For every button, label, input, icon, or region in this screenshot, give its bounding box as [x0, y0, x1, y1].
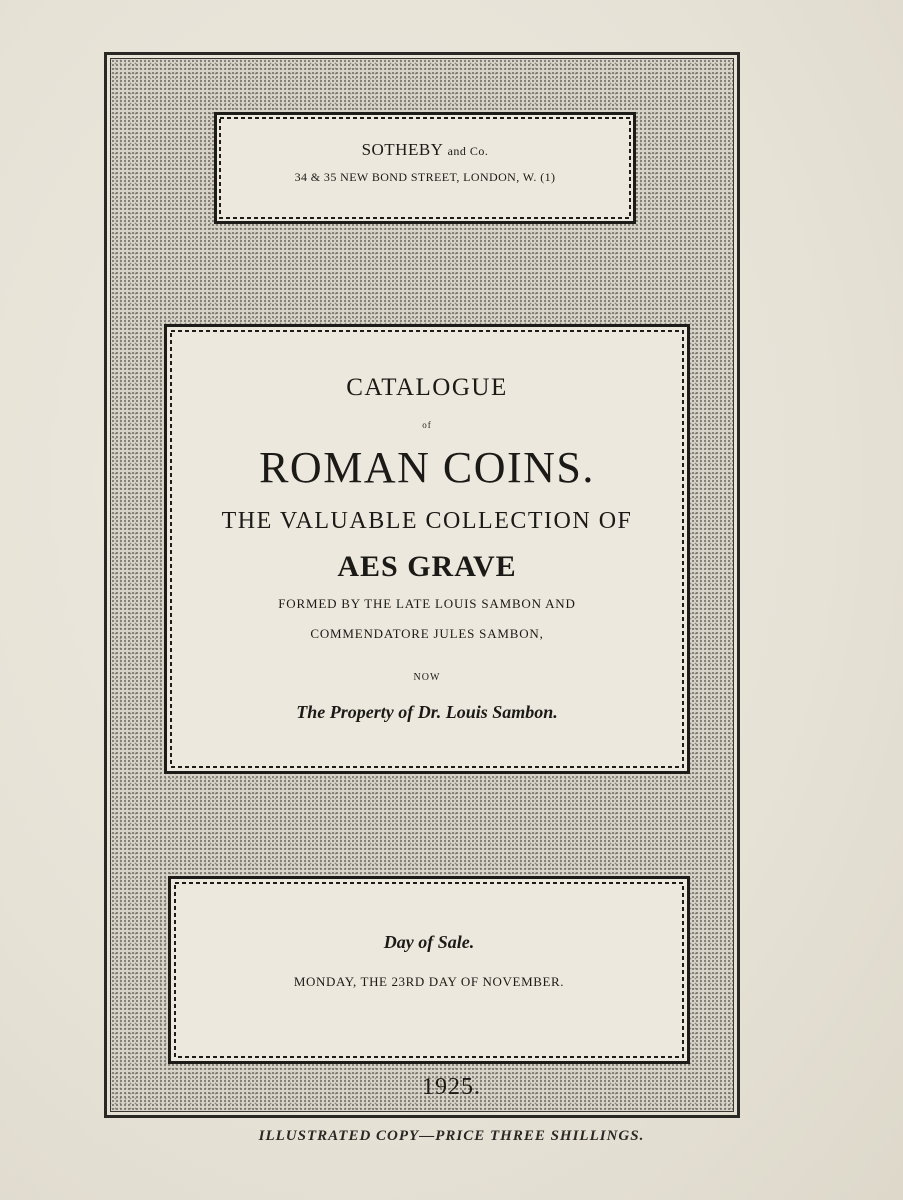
subtitle: THE VALUABLE COLLECTION OF — [221, 508, 633, 534]
title-panel — [164, 324, 690, 774]
publisher-address: 34 & 35 NEW BOND STREET, LONDON, W. (1) — [294, 170, 556, 184]
sale-panel — [168, 876, 690, 1064]
now-word: NOW — [413, 672, 441, 683]
publisher-name — [214, 140, 636, 160]
of-word: of — [422, 420, 432, 430]
wavy-border-icon — [168, 876, 690, 1064]
firm-name: SOTHEBY — [361, 140, 443, 159]
collection-name: AES GRAVE — [337, 550, 517, 583]
publisher-panel — [214, 112, 636, 224]
property-line: The Property of Dr. Louis Sambon. — [296, 702, 558, 722]
main-title: ROMAN COINS. — [259, 443, 595, 492]
day-of-sale-label: Day of Sale. — [383, 932, 475, 952]
wavy-border-icon — [214, 112, 636, 224]
formed-by-line: FORMED BY THE LATE LOUIS SAMBON AND — [278, 596, 576, 611]
sale-date: MONDAY, THE 23RD DAY OF NOVEMBER. — [293, 974, 565, 989]
firm-suffix: and Co. — [447, 144, 489, 158]
commendatore-line: COMMENDATORE JULES SAMBON, — [310, 626, 544, 641]
catalogue-heading: CATALOGUE — [346, 374, 508, 401]
year: 1925. — [422, 1074, 481, 1100]
price-footer: ILLUSTRATED COPY—PRICE THREE SHILLINGS. — [258, 1128, 645, 1144]
